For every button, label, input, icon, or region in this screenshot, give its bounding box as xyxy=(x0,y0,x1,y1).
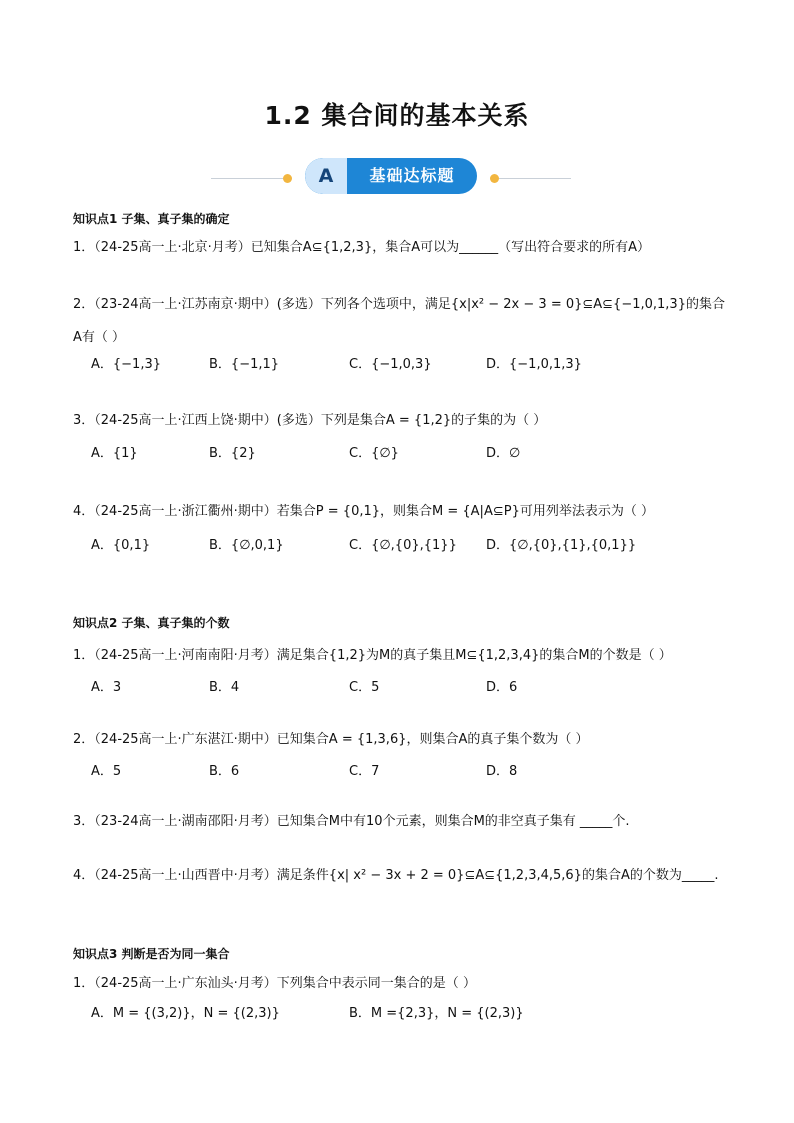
question-text: 4．（24-25高一上·山西晋中·月考）满足条件{x| x² − 3x + 2 = 0}⊆A⊆{1,2,3,4,5,6}的集合A的个数为_____. xyxy=(73,868,719,883)
option-a: A．{1} xyxy=(91,446,138,461)
question-text-continued: A有（ ） xyxy=(73,330,126,345)
option-c: C．{∅} xyxy=(349,446,399,461)
banner-right-line xyxy=(499,178,571,179)
question-text: 2．（24-25高一上·广东湛江·期中）已知集合A = {1,3,6}，则集合A的真子集个数为（ ） xyxy=(73,732,589,747)
option-a: A．3 xyxy=(91,680,122,695)
option-d: D．∅ xyxy=(486,446,521,461)
option-c: C．5 xyxy=(349,680,380,695)
option-b: B．{−1,1} xyxy=(209,357,280,372)
option-c: C．{∅,{0},{1}} xyxy=(349,538,457,553)
banner-right-dot xyxy=(490,174,499,183)
option-b: B．6 xyxy=(209,764,240,779)
question-text: 4．（24-25高一上·浙江衢州·期中）若集合P = {0,1}，则集合M = {A|A⊆P}可用列举法表示为（ ） xyxy=(73,504,654,519)
option-c: C．{−1,0,3} xyxy=(349,357,432,372)
option-a: A．M = {(3,2)}，N = {(2,3)} xyxy=(91,1006,280,1021)
option-a: A．5 xyxy=(91,764,122,779)
question-text: 3．（23-24高一上·湖南邵阳·月考）已知集合M中有10个元素，则集合M的非空真子集有 _____个. xyxy=(73,814,630,829)
option-b: B．4 xyxy=(209,680,240,695)
option-b: B．{2} xyxy=(209,446,256,461)
page-title: 1.2 集合间的基本关系 xyxy=(264,101,530,130)
question-text: 3．（24-25高一上·江西上饶·期中）(多选）下列是集合A = {1,2}的子集的为（ ） xyxy=(73,413,547,428)
option-b: B．{∅,0,1} xyxy=(209,538,284,553)
question-text: 1．（24-25高一上·北京·月考）已知集合A⊆{1,2,3}，集合A可以为______（写出符合要求的所有A） xyxy=(73,240,651,255)
banner-left-dot xyxy=(283,174,292,183)
section-heading: 知识点2 子集、真子集的个数 xyxy=(73,616,230,630)
banner-label: 基础达标题 xyxy=(369,166,455,185)
option-d: D．8 xyxy=(486,764,518,779)
banner-pill xyxy=(305,158,477,194)
section-banner xyxy=(211,158,571,198)
question-text: 2．（23-24高一上·江苏南京·期中）(多选）下列各个选项中，满足{x|x² − 2x − 3 = 0}⊆A⊆{−1,0,1,3}的集合 xyxy=(73,297,725,312)
section-heading: 知识点1 子集、真子集的确定 xyxy=(73,212,230,226)
question-text: 1．（24-25高一上·河南南阳·月考）满足集合{1,2}为M的真子集且M⊆{1,2,3,4}的集合M的个数是（ ） xyxy=(73,648,672,663)
option-d: D．6 xyxy=(486,680,518,695)
section-heading: 知识点3 判断是否为同一集合 xyxy=(73,947,230,961)
question-text: 1．（24-25高一上·广东汕头·月考）下列集合中表示同一集合的是（ ） xyxy=(73,976,476,991)
option-a: A．{−1,3} xyxy=(91,357,162,372)
option-d: D．{−1,0,1,3} xyxy=(486,357,582,372)
option-d: D．{∅,{0},{1},{0,1}} xyxy=(486,538,637,553)
banner-left-line xyxy=(211,178,283,179)
option-a: A．{0,1} xyxy=(91,538,151,553)
option-b: B．M ={2,3}，N = {(2,3)} xyxy=(349,1006,524,1021)
option-c: C．7 xyxy=(349,764,380,779)
banner-letter: A xyxy=(305,158,347,194)
